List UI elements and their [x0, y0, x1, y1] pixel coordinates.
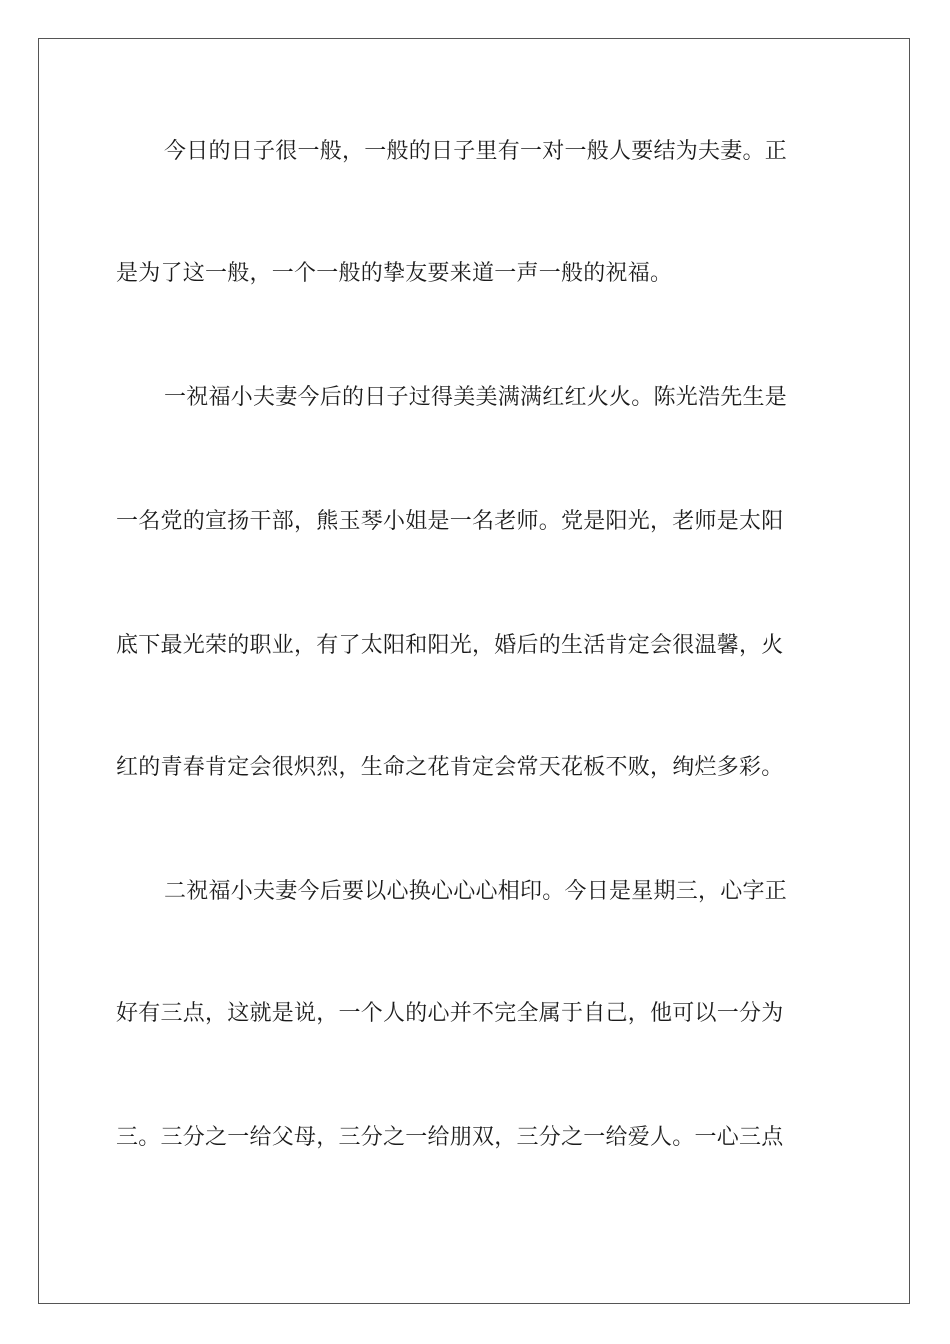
paragraph-3-line-3: 三。三分之一给父母，三分之一给朋双，三分之一给爱人。一心三点	[116, 1125, 784, 1150]
paragraph-1-line-1: 今日的日子很一般，一般的日子里有一对一般人要结为夫妻。正	[164, 139, 788, 164]
paragraph-2-line-2: 一名党的宣扬干部，熊玉琴小姐是一名老师。党是阳光，老师是太阳	[116, 509, 784, 534]
paragraph-2-line-4: 红的青春肯定会很炽烈，生命之花肯定会常天花板不败，绚烂多彩。	[116, 755, 784, 780]
paragraph-3-line-2: 好有三点，这就是说，一个人的心并不完全属于自己，他可以一分为	[116, 1001, 784, 1026]
paragraph-2-line-3: 底下最光荣的职业，有了太阳和阳光，婚后的生活肯定会很温馨，火	[116, 633, 784, 658]
page-frame	[38, 38, 910, 1304]
paragraph-2-line-1: 一祝福小夫妻今后的日子过得美美满满红红火火。陈光浩先生是	[164, 385, 788, 410]
paragraph-3-line-1: 二祝福小夫妻今后要以心换心心心相印。今日是星期三，心字正	[164, 879, 788, 904]
paragraph-1-line-2: 是为了这一般，一个一般的挚友要来道一声一般的祝福。	[116, 261, 673, 286]
